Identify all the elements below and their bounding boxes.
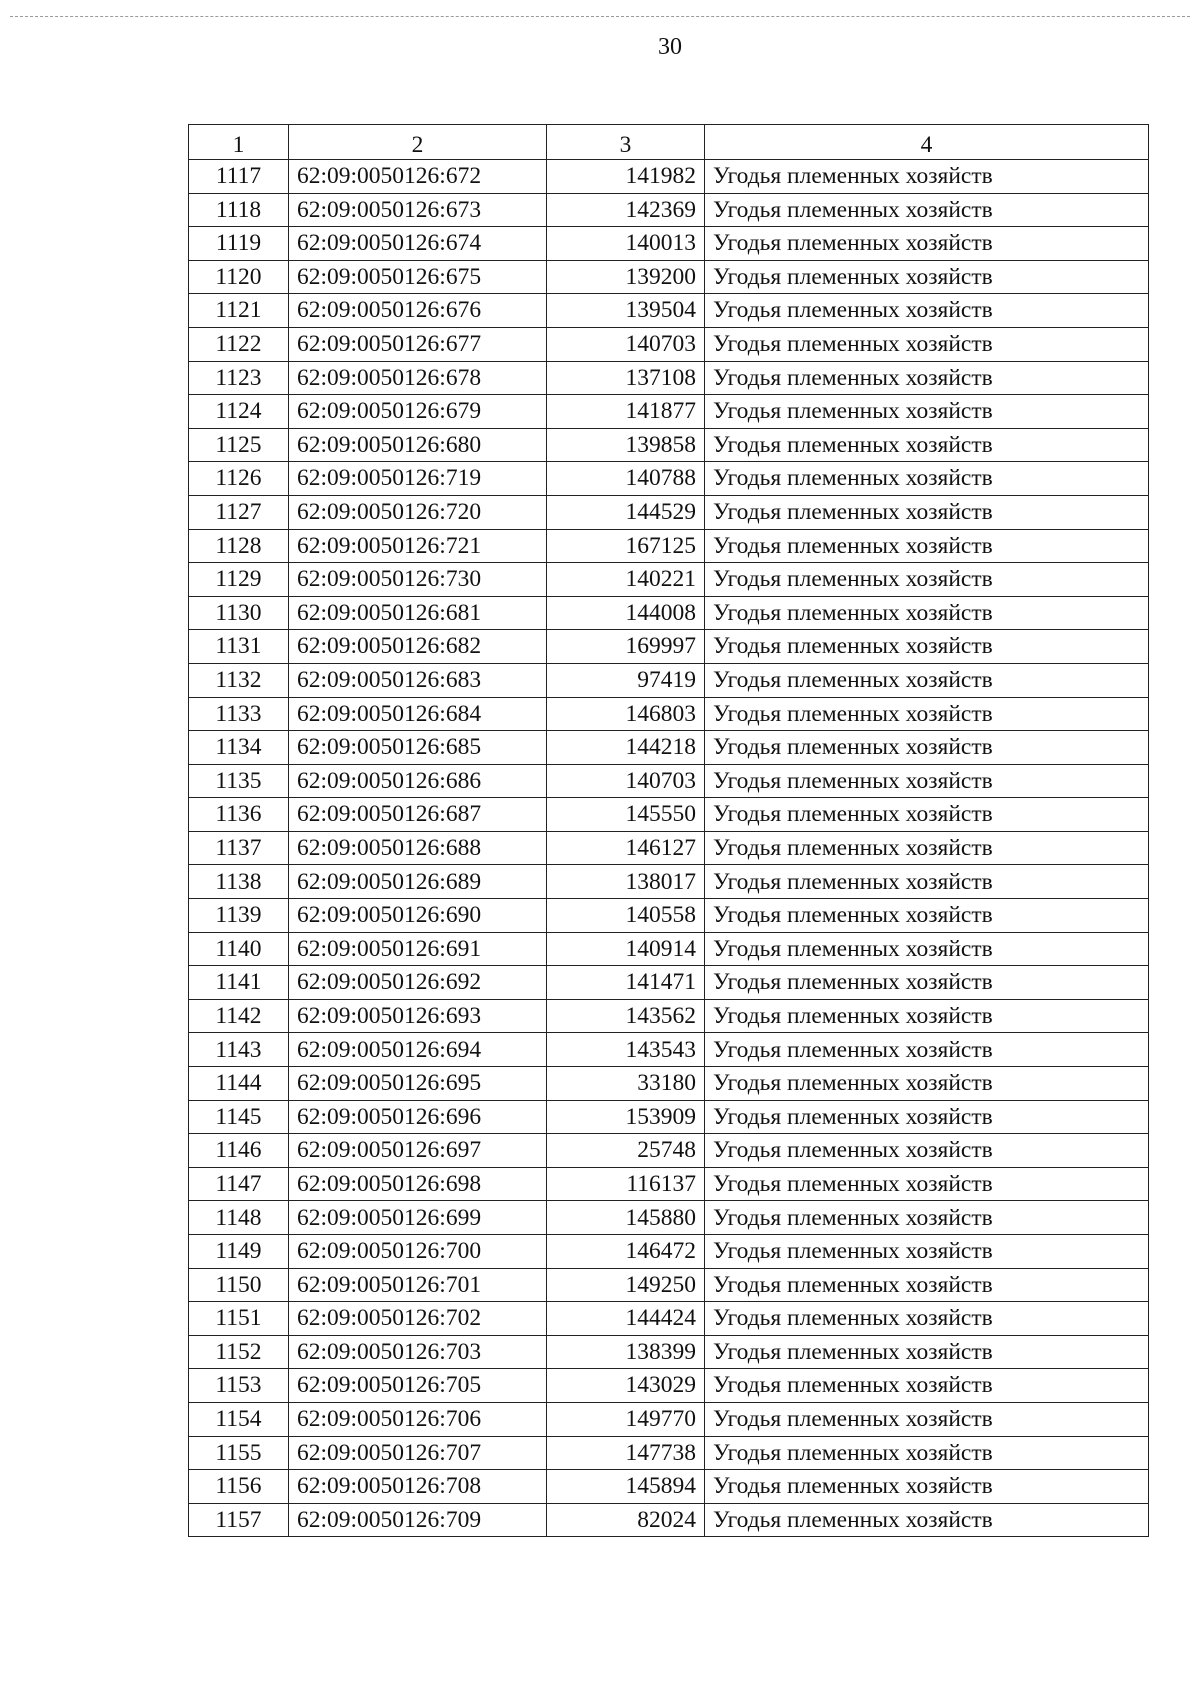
cadastral-number-cell: 62:09:0050126:706 <box>289 1402 547 1436</box>
row-number-cell: 1151 <box>189 1302 289 1336</box>
cadastral-number-cell: 62:09:0050126:707 <box>289 1436 547 1470</box>
area-cell: 146803 <box>547 697 705 731</box>
land-category-cell: Угодья племенных хозяйств <box>705 227 1149 261</box>
cadastral-number-cell: 62:09:0050126:676 <box>289 294 547 328</box>
cadastral-number-cell: 62:09:0050126:681 <box>289 596 547 630</box>
land-category-cell: Угодья племенных хозяйств <box>705 462 1149 496</box>
table-row <box>189 1470 1149 1504</box>
cadastral-number-cell: 62:09:0050126:695 <box>289 1067 547 1101</box>
table-row <box>189 966 1149 1000</box>
row-number-cell: 1148 <box>189 1201 289 1235</box>
area-cell: 140013 <box>547 227 705 261</box>
land-category-cell: Угодья племенных хозяйств <box>705 563 1149 597</box>
area-cell: 143029 <box>547 1369 705 1403</box>
row-number-cell: 1132 <box>189 663 289 697</box>
cadastral-number-cell: 62:09:0050126:703 <box>289 1335 547 1369</box>
land-category-cell: Угодья племенных хозяйств <box>705 731 1149 765</box>
area-cell: 144008 <box>547 596 705 630</box>
header-row <box>189 125 1149 160</box>
row-number-cell: 1137 <box>189 831 289 865</box>
row-number-cell: 1142 <box>189 999 289 1033</box>
area-cell: 139504 <box>547 294 705 328</box>
table-row <box>189 1201 1149 1235</box>
area-cell: 140558 <box>547 899 705 933</box>
cadastral-number-cell: 62:09:0050126:680 <box>289 428 547 462</box>
row-number-cell: 1120 <box>189 260 289 294</box>
table-row <box>189 731 1149 765</box>
cadastral-number-cell: 62:09:0050126:696 <box>289 1100 547 1134</box>
cadastral-number-cell: 62:09:0050126:692 <box>289 966 547 1000</box>
cadastral-number-cell: 62:09:0050126:684 <box>289 697 547 731</box>
land-category-cell: Угодья племенных хозяйств <box>705 1503 1149 1537</box>
cadastral-number-cell: 62:09:0050126:701 <box>289 1268 547 1302</box>
area-cell: 139200 <box>547 260 705 294</box>
land-category-cell: Угодья племенных хозяйств <box>705 1201 1149 1235</box>
row-number-cell: 1124 <box>189 395 289 429</box>
table-row <box>189 227 1149 261</box>
row-number-cell: 1138 <box>189 865 289 899</box>
land-category-cell: Угодья племенных хозяйств <box>705 1100 1149 1134</box>
cadastral-number-cell: 62:09:0050126:694 <box>289 1033 547 1067</box>
cadastral-number-cell: 62:09:0050126:685 <box>289 731 547 765</box>
land-category-cell: Угодья племенных хозяйств <box>705 395 1149 429</box>
land-category-cell: Угодья племенных хозяйств <box>705 966 1149 1000</box>
row-number-cell: 1150 <box>189 1268 289 1302</box>
cadastral-number-cell: 62:09:0050126:686 <box>289 764 547 798</box>
table-row <box>189 1100 1149 1134</box>
area-cell: 140703 <box>547 327 705 361</box>
table-row <box>189 428 1149 462</box>
row-number-cell: 1147 <box>189 1167 289 1201</box>
area-cell: 138399 <box>547 1335 705 1369</box>
row-number-cell: 1121 <box>189 294 289 328</box>
land-category-cell: Угодья племенных хозяйств <box>705 1067 1149 1101</box>
row-number-cell: 1143 <box>189 1033 289 1067</box>
land-category-cell: Угодья племенных хозяйств <box>705 327 1149 361</box>
land-category-cell: Угодья племенных хозяйств <box>705 495 1149 529</box>
row-number-cell: 1135 <box>189 764 289 798</box>
area-cell: 143562 <box>547 999 705 1033</box>
table-row <box>189 462 1149 496</box>
land-category-cell: Угодья племенных хозяйств <box>705 1369 1149 1403</box>
area-cell: 116137 <box>547 1167 705 1201</box>
cadastral-number-cell: 62:09:0050126:672 <box>289 160 547 194</box>
table-row <box>189 630 1149 664</box>
cadastral-number-cell: 62:09:0050126:700 <box>289 1235 547 1269</box>
column-header-3: 3 <box>547 125 705 160</box>
table-row <box>189 899 1149 933</box>
area-cell: 139858 <box>547 428 705 462</box>
land-category-cell: Угодья племенных хозяйств <box>705 529 1149 563</box>
table-row <box>189 260 1149 294</box>
table-row <box>189 395 1149 429</box>
land-category-cell: Угодья племенных хозяйств <box>705 1470 1149 1504</box>
table-row <box>189 596 1149 630</box>
table-row <box>189 1167 1149 1201</box>
row-number-cell: 1155 <box>189 1436 289 1470</box>
column-header-2: 2 <box>289 125 547 160</box>
area-cell: 145894 <box>547 1470 705 1504</box>
table-row <box>189 1335 1149 1369</box>
cadastral-number-cell: 62:09:0050126:683 <box>289 663 547 697</box>
land-category-cell: Угодья племенных хозяйств <box>705 831 1149 865</box>
row-number-cell: 1139 <box>189 899 289 933</box>
land-category-cell: Угодья племенных хозяйств <box>705 999 1149 1033</box>
area-cell: 138017 <box>547 865 705 899</box>
table-row <box>189 1235 1149 1269</box>
table-row <box>189 1369 1149 1403</box>
area-cell: 167125 <box>547 529 705 563</box>
table-row <box>189 663 1149 697</box>
area-cell: 144529 <box>547 495 705 529</box>
area-cell: 145880 <box>547 1201 705 1235</box>
cadastral-number-cell: 62:09:0050126:705 <box>289 1369 547 1403</box>
row-number-cell: 1123 <box>189 361 289 395</box>
row-number-cell: 1144 <box>189 1067 289 1101</box>
land-category-cell: Угодья племенных хозяйств <box>705 596 1149 630</box>
row-number-cell: 1117 <box>189 160 289 194</box>
row-number-cell: 1125 <box>189 428 289 462</box>
land-category-cell: Угодья племенных хозяйств <box>705 428 1149 462</box>
page-number: 30 <box>658 34 682 60</box>
cadastral-number-cell: 62:09:0050126:708 <box>289 1470 547 1504</box>
area-cell: 146127 <box>547 831 705 865</box>
row-number-cell: 1126 <box>189 462 289 496</box>
table-row <box>189 495 1149 529</box>
row-number-cell: 1131 <box>189 630 289 664</box>
table-header <box>189 125 1149 160</box>
cadastral-number-cell: 62:09:0050126:720 <box>289 495 547 529</box>
area-cell: 141471 <box>547 966 705 1000</box>
row-number-cell: 1157 <box>189 1503 289 1537</box>
cadastral-number-cell: 62:09:0050126:687 <box>289 798 547 832</box>
table-row <box>189 327 1149 361</box>
area-cell: 141982 <box>547 160 705 194</box>
land-category-cell: Угодья племенных хозяйств <box>705 361 1149 395</box>
row-number-cell: 1122 <box>189 327 289 361</box>
area-cell: 144218 <box>547 731 705 765</box>
row-number-cell: 1146 <box>189 1134 289 1168</box>
cadastral-number-cell: 62:09:0050126:675 <box>289 260 547 294</box>
row-number-cell: 1129 <box>189 563 289 597</box>
cadastral-number-cell: 62:09:0050126:677 <box>289 327 547 361</box>
land-category-cell: Угодья племенных хозяйств <box>705 697 1149 731</box>
area-cell: 144424 <box>547 1302 705 1336</box>
area-cell: 140788 <box>547 462 705 496</box>
row-number-cell: 1118 <box>189 193 289 227</box>
cadastral-number-cell: 62:09:0050126:678 <box>289 361 547 395</box>
area-cell: 82024 <box>547 1503 705 1537</box>
cadastral-number-cell: 62:09:0050126:721 <box>289 529 547 563</box>
table-row <box>189 1436 1149 1470</box>
cadastral-number-cell: 62:09:0050126:699 <box>289 1201 547 1235</box>
row-number-cell: 1154 <box>189 1402 289 1436</box>
land-category-cell: Угодья племенных хозяйств <box>705 899 1149 933</box>
land-category-cell: Угодья племенных хозяйств <box>705 1302 1149 1336</box>
row-number-cell: 1140 <box>189 932 289 966</box>
land-category-cell: Угодья племенных хозяйств <box>705 160 1149 194</box>
land-parcels-table <box>188 124 1149 1537</box>
row-number-cell: 1153 <box>189 1369 289 1403</box>
table-row <box>189 193 1149 227</box>
row-number-cell: 1145 <box>189 1100 289 1134</box>
area-cell: 146472 <box>547 1235 705 1269</box>
land-category-cell: Угодья племенных хозяйств <box>705 764 1149 798</box>
table-row <box>189 160 1149 194</box>
land-category-cell: Угодья племенных хозяйств <box>705 1335 1149 1369</box>
land-category-cell: Угодья племенных хозяйств <box>705 932 1149 966</box>
area-cell: 142369 <box>547 193 705 227</box>
land-category-cell: Угодья племенных хозяйств <box>705 663 1149 697</box>
cadastral-number-cell: 62:09:0050126:719 <box>289 462 547 496</box>
row-number-cell: 1133 <box>189 697 289 731</box>
cadastral-number-cell: 62:09:0050126:693 <box>289 999 547 1033</box>
row-number-cell: 1156 <box>189 1470 289 1504</box>
area-cell: 97419 <box>547 663 705 697</box>
land-category-cell: Угодья племенных хозяйств <box>705 865 1149 899</box>
land-category-cell: Угодья племенных хозяйств <box>705 798 1149 832</box>
table-row <box>189 1067 1149 1101</box>
land-category-cell: Угодья племенных хозяйств <box>705 1235 1149 1269</box>
cadastral-number-cell: 62:09:0050126:673 <box>289 193 547 227</box>
top-scan-rule <box>10 16 1190 17</box>
table-body <box>189 160 1149 1537</box>
land-category-cell: Угодья племенных хозяйств <box>705 1033 1149 1067</box>
table-row <box>189 999 1149 1033</box>
column-header-4: 4 <box>705 125 1149 160</box>
row-number-cell: 1136 <box>189 798 289 832</box>
cadastral-number-cell: 62:09:0050126:697 <box>289 1134 547 1168</box>
area-cell: 140221 <box>547 563 705 597</box>
table-row <box>189 1302 1149 1336</box>
area-cell: 143543 <box>547 1033 705 1067</box>
area-cell: 153909 <box>547 1100 705 1134</box>
land-category-cell: Угодья племенных хозяйств <box>705 1167 1149 1201</box>
area-cell: 33180 <box>547 1067 705 1101</box>
area-cell: 25748 <box>547 1134 705 1168</box>
row-number-cell: 1127 <box>189 495 289 529</box>
area-cell: 149770 <box>547 1402 705 1436</box>
table-row <box>189 764 1149 798</box>
table-row <box>189 1268 1149 1302</box>
cadastral-number-cell: 62:09:0050126:730 <box>289 563 547 597</box>
table-row <box>189 529 1149 563</box>
cadastral-number-cell: 62:09:0050126:698 <box>289 1167 547 1201</box>
row-number-cell: 1152 <box>189 1335 289 1369</box>
cadastral-number-cell: 62:09:0050126:674 <box>289 227 547 261</box>
table-row <box>189 361 1149 395</box>
area-cell: 140703 <box>547 764 705 798</box>
cadastral-number-cell: 62:09:0050126:702 <box>289 1302 547 1336</box>
cadastral-number-cell: 62:09:0050126:682 <box>289 630 547 664</box>
cadastral-number-cell: 62:09:0050126:709 <box>289 1503 547 1537</box>
table-row <box>189 294 1149 328</box>
land-category-cell: Угодья племенных хозяйств <box>705 260 1149 294</box>
table-row <box>189 697 1149 731</box>
row-number-cell: 1141 <box>189 966 289 1000</box>
row-number-cell: 1130 <box>189 596 289 630</box>
table-row <box>189 1402 1149 1436</box>
land-category-cell: Угодья племенных хозяйств <box>705 1402 1149 1436</box>
row-number-cell: 1149 <box>189 1235 289 1269</box>
table-row <box>189 1134 1149 1168</box>
land-category-cell: Угодья племенных хозяйств <box>705 294 1149 328</box>
cadastral-number-cell: 62:09:0050126:690 <box>289 899 547 933</box>
land-category-cell: Угодья племенных хозяйств <box>705 1436 1149 1470</box>
table-row <box>189 563 1149 597</box>
table-row <box>189 798 1149 832</box>
area-cell: 145550 <box>547 798 705 832</box>
area-cell: 149250 <box>547 1268 705 1302</box>
cadastral-number-cell: 62:09:0050126:679 <box>289 395 547 429</box>
row-number-cell: 1128 <box>189 529 289 563</box>
area-cell: 140914 <box>547 932 705 966</box>
area-cell: 137108 <box>547 361 705 395</box>
land-category-cell: Угодья племенных хозяйств <box>705 1268 1149 1302</box>
land-category-cell: Угодья племенных хозяйств <box>705 193 1149 227</box>
area-cell: 169997 <box>547 630 705 664</box>
area-cell: 147738 <box>547 1436 705 1470</box>
table-row <box>189 932 1149 966</box>
area-cell: 141877 <box>547 395 705 429</box>
cadastral-number-cell: 62:09:0050126:689 <box>289 865 547 899</box>
cadastral-number-cell: 62:09:0050126:691 <box>289 932 547 966</box>
row-number-cell: 1119 <box>189 227 289 261</box>
land-category-cell: Угодья племенных хозяйств <box>705 630 1149 664</box>
row-number-cell: 1134 <box>189 731 289 765</box>
table-row <box>189 865 1149 899</box>
table-row <box>189 831 1149 865</box>
column-header-1: 1 <box>189 125 289 160</box>
table-row <box>189 1033 1149 1067</box>
land-category-cell: Угодья племенных хозяйств <box>705 1134 1149 1168</box>
cadastral-number-cell: 62:09:0050126:688 <box>289 831 547 865</box>
table-row <box>189 1503 1149 1537</box>
